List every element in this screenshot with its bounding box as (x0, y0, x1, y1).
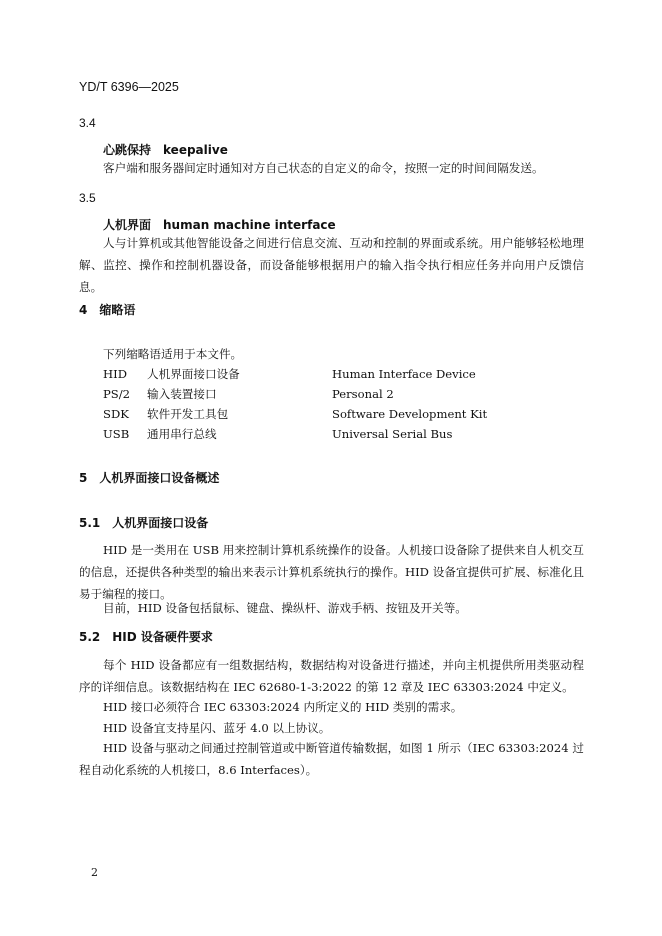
abbr-en: Personal 2 (332, 387, 394, 401)
section-number: 5.2 (79, 630, 101, 644)
section-5-2-heading (79, 628, 213, 645)
page-number: 2 (91, 866, 98, 879)
clause-number-3-5: 3.5 (79, 191, 96, 205)
abbr-zh: 软件开发工具包 (147, 407, 229, 421)
paragraph-5-2-3: HID 设备宜支持星闪、蓝牙 4.0 以上协议。 (103, 721, 331, 735)
section-title: 缩略语 (99, 303, 136, 317)
section-title: 人机界面接口设备概述 (99, 471, 220, 485)
abbr: PS/2 (103, 387, 131, 401)
paragraph-5-2-2: HID 接口必须符合 IEC 63303:2024 内所定义的 HID 类别的需求。 (103, 700, 463, 714)
term-zh: 心跳保持 (103, 143, 152, 157)
paragraph-5-2-4: HID 设备与驱动之间通过控制管道或中断管道传输数据，如图 1 所示（IEC 63303:2024 过程自动化系统的人机接口，8.6 Interfaces）。 (79, 741, 584, 777)
abbr-en: Universal Serial Bus (332, 427, 453, 441)
abbreviations-intro: 下列缩略语适用于本文件。 (103, 347, 243, 361)
abbr: HID (103, 367, 127, 381)
definition-3-5: 人与计算机或其他智能设备之间进行信息交流、互动和控制的界面或系统。用户能够轻松地理解、监控、操作和控制机器设备，而设备能够根据用户的输入指令执行相应任务并向用户反馈信息。 (79, 236, 584, 294)
abbr: USB (103, 427, 130, 441)
abbr-zh: 输入装置接口 (147, 387, 217, 401)
term-3-5 (103, 216, 336, 233)
section-number: 4 (79, 303, 88, 317)
abbr-en: Human Interface Device (332, 367, 476, 381)
paragraph-5-1-2: 目前，HID 设备包括鼠标、键盘、操纵杆、游戏手柄、按钮及开关等。 (103, 601, 467, 615)
section-5-1-heading (79, 514, 208, 531)
abbr-zh: 通用串行总线 (147, 427, 217, 441)
term-en: human machine interface (163, 218, 336, 232)
section-number: 5.1 (79, 516, 101, 530)
abbr: SDK (103, 407, 129, 421)
paragraph-5-1-1: HID 是一类用在 USB 用来控制计算机系统操作的设备。人机接口设备除了提供来自人机交互的信息，还提供各种类型的输出来表示计算机系统执行的操作。HID 设备宜提供可扩展、标准化且易于编程的接口。 (79, 543, 584, 601)
term-zh: 人机界面 (103, 218, 152, 232)
section-5-heading (79, 469, 219, 486)
term-3-4 (103, 141, 228, 158)
term-en: keepalive (163, 143, 228, 157)
section-title: 人机界面接口设备 (112, 516, 209, 530)
abbr-en: Software Development Kit (332, 407, 488, 421)
abbr-zh: 人机界面接口设备 (147, 367, 240, 381)
section-number: 5 (79, 471, 88, 485)
clause-number-3-4: 3.4 (79, 116, 96, 130)
section-title: HID 设备硬件要求 (112, 630, 213, 644)
standard-number: YD/T 6396—2025 (79, 80, 179, 94)
paragraph-5-2-1: 每个 HID 设备都应有一组数据结构，数据结构对设备进行描述，并向主机提供所用类驱动程序的详细信息。该数据结构在 IEC 62680-1-3:2022 的第 12 章及 IEC 63303:2024 中定义。 (79, 658, 584, 694)
section-4-heading (79, 301, 135, 318)
definition-3-4: 客户端和服务器间定时通知对方自己状态的自定义的命令，按照一定的时间间隔发送。 (103, 161, 544, 175)
